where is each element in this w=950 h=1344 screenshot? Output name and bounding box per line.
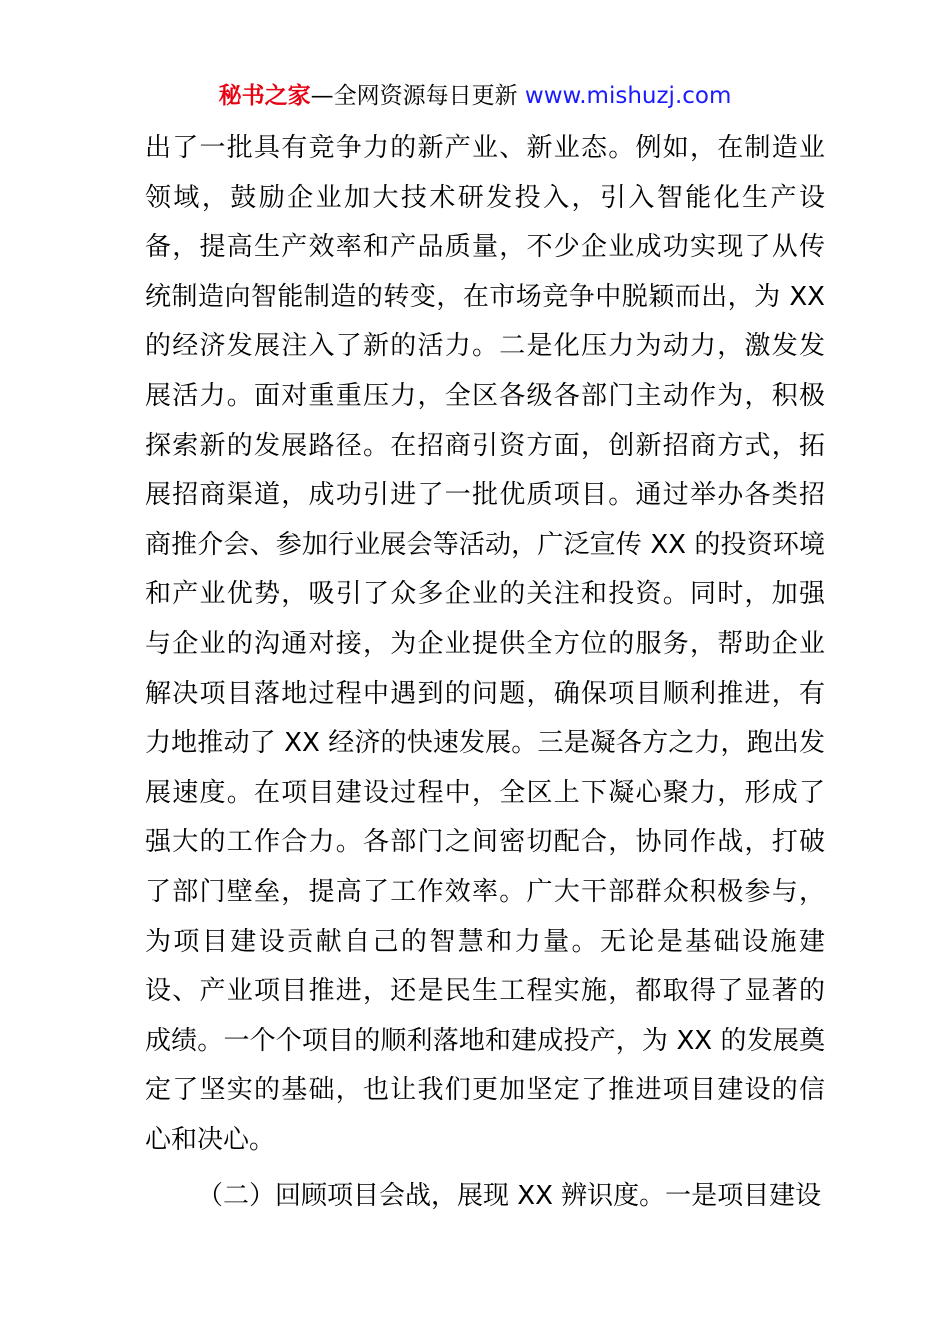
page-header — [0, 80, 950, 112]
paragraph-gap — [145, 1165, 825, 1172]
text-line: 成绩。一个个项目的顺利落地和建成投产，为 XX 的发展奠 — [145, 1025, 825, 1056]
text-line: 统制造向智能制造的转变，在市场竞争中脱颖而出，为 XX — [145, 281, 825, 312]
text-line: 探索新的发展路径。在招商引资方面，创新招商方式，拓 — [145, 430, 825, 461]
text-line: 力地推动了 XX 经济的快速发展。三是凝各方之力，跑出发 — [145, 728, 825, 759]
text-line: 与企业的沟通对接，为企业提供全方位的服务，帮助企业 — [145, 628, 825, 659]
text-line: 展活力。面对重重压力，全区各级各部门主动作为，积极 — [145, 380, 825, 411]
text-line: 展招商渠道，成功引进了一批优质项目。通过举办各类招 — [145, 480, 825, 511]
header-url: www.mishuzj.com — [524, 83, 732, 109]
brand-name: 秘书之家 — [218, 83, 311, 109]
text-line: 定了坚实的基础，也让我们更加坚定了推进项目建设的信 — [145, 1075, 825, 1106]
text-line: 领域，鼓励企业加大技术研发投入，引入智能化生产设 — [145, 182, 825, 213]
paragraph — [145, 1172, 825, 1222]
text-line: 解决项目落地过程中遇到的问题，确保项目顺利推进，有 — [145, 678, 825, 709]
text-line: 和产业优势，吸引了众多企业的关注和投资。同时，加强 — [145, 579, 825, 610]
text-line: 心和决心。 — [145, 1124, 276, 1155]
text-line: 的经济发展注入了新的活力。二是化压力为动力，激发发 — [145, 331, 825, 362]
text-line: 商推介会、参加行业展会等活动，广泛宣传 XX 的投资环境 — [145, 529, 825, 560]
text-line: 展速度。在项目建设过程中，全区上下凝心聚力，形成了 — [145, 777, 825, 808]
section-heading-line: （二）回顾项目会战，展现 XX 辨识度。一是项目建设 — [197, 1181, 822, 1212]
text-line: 了部门壁垒，提高了工作效率。广大干部群众积极参与， — [145, 876, 825, 907]
text-line: 设、产业项目推进，还是民生工程实施，都取得了显著的 — [145, 976, 825, 1007]
document-body — [145, 124, 825, 1222]
text-line: 为项目建设贡献自己的智慧和力量。无论是基础设施建 — [145, 926, 825, 957]
text-line: 出了一批具有竞争力的新产业、新业态。例如，在制造业 — [145, 133, 825, 163]
text-line: 备，提高生产效率和产品质量，不少企业成功实现了从传 — [145, 232, 825, 263]
paragraph — [145, 124, 825, 1165]
header-tagline: —全网资源每日更新 — [310, 83, 525, 109]
text-line: 强大的工作合力。各部门之间密切配合，协同作战，打破 — [145, 827, 825, 858]
